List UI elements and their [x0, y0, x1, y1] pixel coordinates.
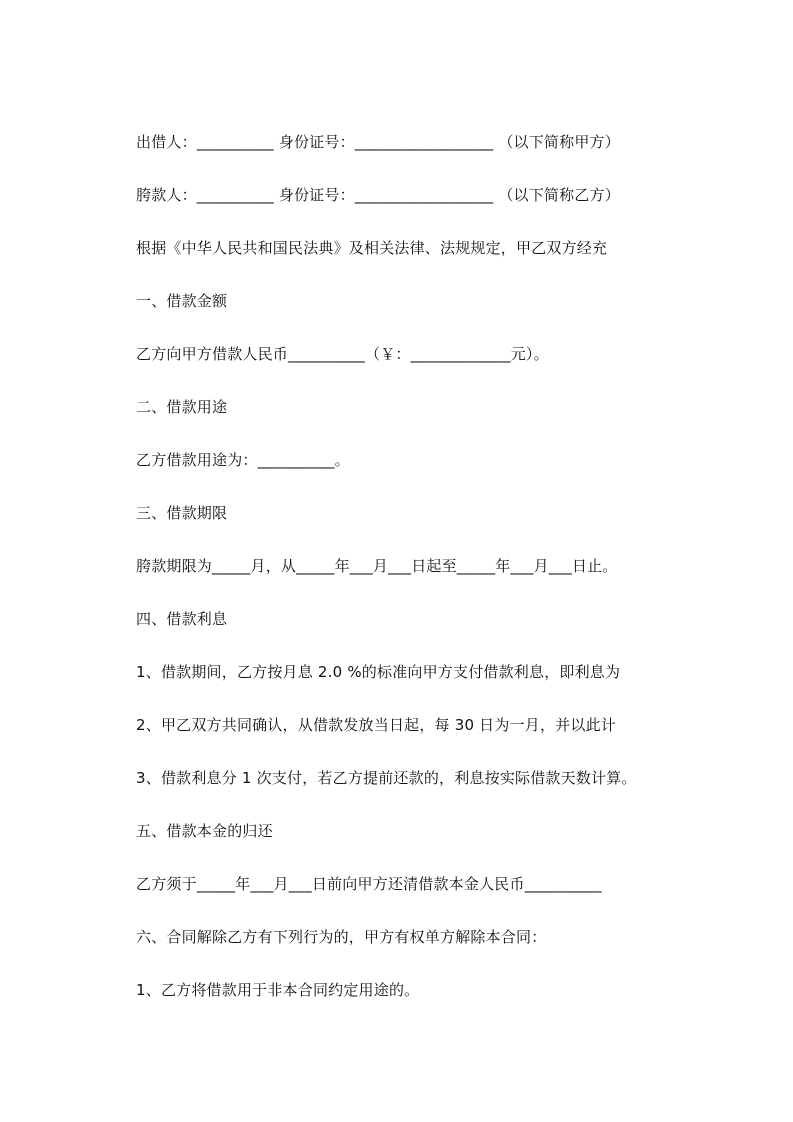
section-heading-termination: 六、合同解除乙方有下列行为的，甲方有权单方解除本合同：: [136, 928, 547, 946]
section-heading-loan-term: 三、借款期限: [136, 504, 228, 522]
termination-clause-1: 1、乙方将借款用于非本合同约定用途的。: [136, 981, 420, 999]
lender-line: 出借人：__________ 身份证号：__________________ （以下简称甲方）: [136, 133, 620, 151]
preamble-line: 根据《中华人民共和国民法典》及相关法律、法规规定，甲乙双方经充: [136, 239, 608, 257]
principal-repayment-line: 乙方须于_____年___月___日前向甲方还清借款本金人民币__________: [136, 875, 602, 893]
section-heading-loan-purpose: 二、借款用途: [136, 398, 228, 416]
interest-clause-3: 3、借款利息分 1 次支付，若乙方提前还款的，利息按实际借款天数计算。: [136, 769, 637, 787]
section-heading-principal-repayment: 五、借款本金的归还: [136, 822, 273, 840]
borrower-line: 胯款人：__________ 身份证号：__________________ （以下简称乙方）: [136, 186, 620, 204]
loan-term-line: 胯款期限为_____月，从_____年___月___日起至_____年___月___日止。: [136, 557, 618, 575]
section-heading-loan-interest: 四、借款利息: [136, 610, 228, 628]
interest-clause-2: 2、甲乙双方共同确认，从借款发放当日起，每 30 日为一月，并以此计: [136, 716, 616, 734]
section-heading-loan-amount: 一、借款金额: [136, 292, 228, 310]
interest-clause-1: 1、借款期间，乙方按月息 2.0 %的标准向甲方支付借款利息，即利息为: [136, 663, 621, 681]
loan-amount-line: 乙方向甲方借款人民币__________（￥：_____________元）。: [136, 345, 549, 363]
loan-purpose-line: 乙方借款用途为：__________。: [136, 451, 350, 469]
